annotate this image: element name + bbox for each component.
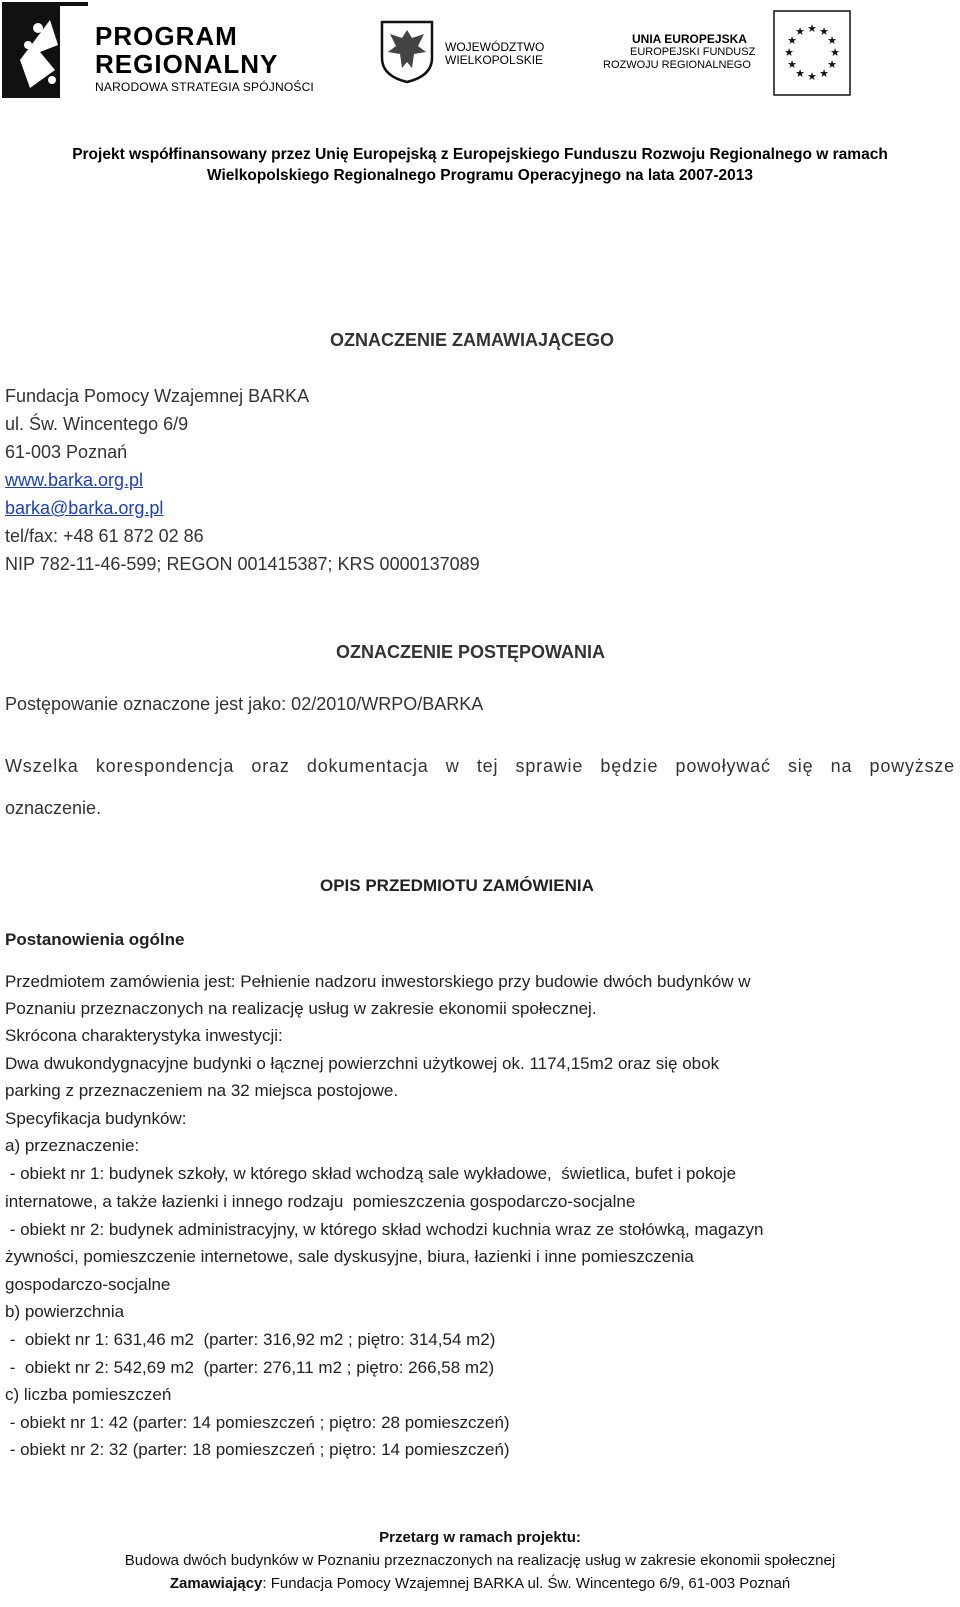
svg-text:★: ★	[830, 46, 840, 59]
opis-line: Skrócona charakterystyka inwestycji:	[5, 1026, 283, 1045]
org-name: Fundacja Pomocy Wzajemnej BARKA	[5, 386, 310, 406]
project-cofinancing-line2: Wielkopolskiego Regionalnego Programu Operacyjnego na lata 2007-2013	[207, 167, 753, 184]
svg-text:★: ★	[807, 70, 817, 83]
svg-text:★: ★	[787, 58, 797, 71]
org-identifiers: NIP 782-11-46-599; REGON 001415387; KRS 0000137089	[5, 554, 480, 574]
svg-text:★: ★	[784, 46, 794, 59]
svg-text:★: ★	[795, 25, 805, 38]
correspondence-line2: oznaczenie.	[5, 798, 102, 818]
correspondence-line1: Wszelka korespondencja oraz dokumentacja w tej sprawie będzie powoływać się na powyższe	[5, 756, 955, 776]
svg-text:★: ★	[819, 25, 829, 38]
opis-line: żywności, pomieszczenie internetowe, sale dyskusyjne, biura, łazienki i inne pomieszczenia	[5, 1247, 694, 1266]
footer-line3	[0, 1573, 960, 1595]
opis-line: - obiekt nr 2: 542,69 m2 (parter: 276,11 m2 ; piętro: 266,58 m2)	[5, 1358, 495, 1377]
heading-oznaczenie-postepowania: OZNACZENIE POSTĘPOWANIA	[336, 642, 606, 662]
svg-text:★: ★	[827, 58, 837, 71]
svg-text:★: ★	[787, 34, 797, 47]
opis-line: - obiekt nr 1: 631,46 m2 (parter: 316,92 m2 ; piętro: 314,54 m2)	[5, 1330, 496, 1349]
opis-line: Przedmiotem zamówienia jest: Pełnienie nadzoru inwestorskiego przy budowie dwóch budynków w	[5, 972, 751, 991]
svg-text:★: ★	[819, 67, 829, 80]
footer-zamawiajacy-label: Zamawiający	[169, 1575, 263, 1592]
subheading-postanowienia-ogolne: Postanowienia ogólne	[5, 930, 185, 949]
wojewodztwo-line2: WIELKOPOLSKIE	[445, 53, 544, 67]
wojewodztwo-line1: WOJEWÓDZTWO	[445, 40, 545, 54]
procedure-designation: Postępowanie oznaczone jest jako: 02/2010/WRPO/BARKA	[5, 694, 484, 714]
footer-line2: Budowa dwóch budynków w Poznaniu przeznaczonych na realizację usług w zakresie ekonomii społecznej	[124, 1552, 836, 1569]
wielkopolska-eagle-emblem-icon	[378, 18, 436, 84]
opis-line: gospodarczo-socjalne	[5, 1275, 171, 1294]
footer-zamawiajacy-text: : Fundacja Pomocy Wzajemnej BARKA ul. Św. Wincentego 6/9, 61-003 Poznań	[262, 1575, 791, 1592]
project-cofinancing-line1: Projekt współfinansowany przez Unię Europejską z Europejskiego Funduszu Rozwoju Regionalnego w ramach	[72, 146, 888, 163]
opis-line: Specyfikacja budynków:	[5, 1109, 187, 1128]
org-city: 61-003 Poznań	[5, 442, 128, 462]
website-link[interactable]: www.barka.org.pl	[5, 470, 144, 490]
footer-line1: Przetarg w ramach projektu:	[379, 1529, 581, 1546]
opis-line: - obiekt nr 2: budynek administracyjny, w którego skład wchodzi kuchnia wraz ze stołówką, magazyn	[5, 1220, 764, 1239]
opis-line: parking z przeznaczeniem na 32 miejsca postojowe.	[5, 1081, 399, 1100]
eu-line2: EUROPEJSKI FUNDUSZ	[630, 46, 756, 58]
opis-line: - obiekt nr 1: budynek szkoły, w którego skład wchodzą sale wykładowe, świetlica, bufet i pokoje	[5, 1164, 737, 1183]
heading-opis-przedmiotu-zamowienia: OPIS PRZEDMIOTU ZAMÓWIENIA	[320, 876, 594, 895]
eu-line3: ROZWOJU REGIONALNEGO	[603, 59, 751, 71]
org-phone: tel/fax: +48 61 872 02 86	[5, 526, 204, 546]
opis-line: a) przeznaczenie:	[5, 1136, 140, 1155]
opis-line: - obiekt nr 1: 42 (parter: 14 pomieszczeń ; piętro: 28 pomieszczeń)	[5, 1413, 510, 1432]
opis-line: Dwa dwukondygnacyjne budynki o łącznej powierzchni użytkowej ok. 1174,15m2 oraz się obok	[5, 1054, 720, 1073]
email-link[interactable]: barka@barka.org.pl	[5, 498, 164, 518]
opis-line: b) powierzchnia	[5, 1302, 125, 1321]
svg-text:★: ★	[807, 22, 817, 35]
program-logo-line2: REGIONALNY	[95, 49, 279, 79]
opis-line: c) liczba pomieszczeń	[5, 1385, 172, 1404]
eu-flag-icon	[773, 10, 851, 96]
svg-text:★: ★	[795, 67, 805, 80]
program-logo-line3: NARODOWA STRATEGIA SPÓJNOŚCI	[95, 80, 314, 94]
program-logo-line1: PROGRAM	[95, 21, 238, 51]
svg-text:★: ★	[827, 34, 837, 47]
opis-line: internatowe, a także łazienki i innego rodzaju pomieszczenia gospodarczo-socjalne	[5, 1192, 636, 1211]
heading-oznaczenie-zamawiajacego: OZNACZENIE ZAMAWIAJĄCEGO	[330, 330, 615, 350]
opis-line: - obiekt nr 2: 32 (parter: 18 pomieszczeń ; piętro: 14 pomieszczeń)	[5, 1440, 510, 1459]
eu-line1: UNIA EUROPEJSKA	[632, 32, 747, 46]
program-regionalny-emblem-icon	[0, 0, 92, 100]
opis-line: Poznaniu przeznaczonych na realizację usług w zakresie ekonomii społecznej.	[5, 999, 597, 1018]
org-street: ul. Św. Wincentego 6/9	[5, 414, 189, 434]
